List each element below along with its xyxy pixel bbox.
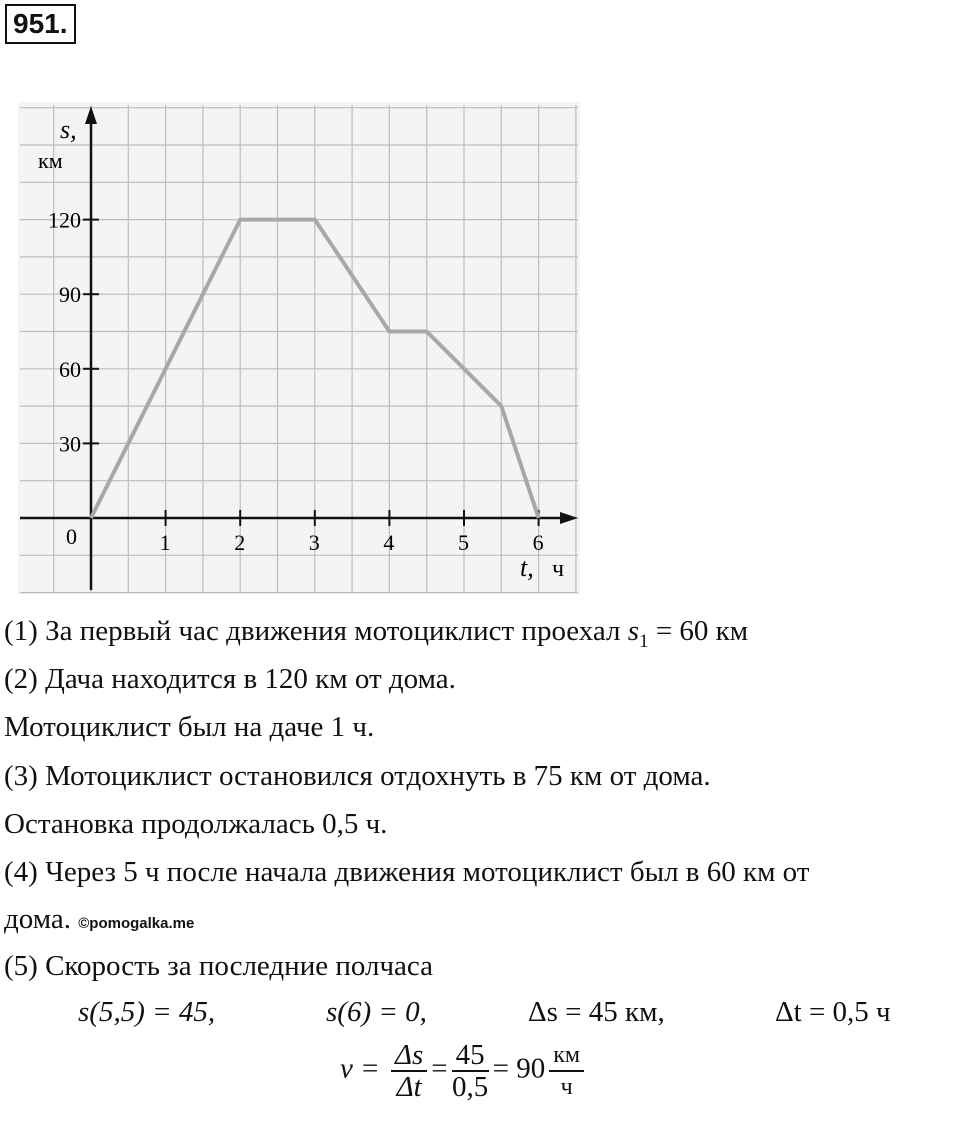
equation-s-6: s(6) = 0, — [326, 996, 427, 1028]
fraction-numerator: Δs — [391, 1040, 427, 1072]
y-tick-label: 30 — [59, 431, 81, 457]
solution-line-8: (5) Скорость за последние полчаса — [4, 950, 433, 982]
solution-line-6: (4) Через 5 ч после начала движения мотоциклист был в 60 км от — [4, 856, 810, 888]
y-tick-label: 90 — [59, 282, 81, 308]
solution-line-1 — [4, 614, 748, 659]
fraction-denominator: Δt — [396, 1071, 422, 1103]
equation-delta-s: Δs = 45 км, — [528, 996, 665, 1028]
velocity-value: = 90 — [492, 1052, 546, 1085]
s1-value: = 60 км — [648, 615, 749, 647]
velocity-lhs: v = — [340, 1052, 380, 1085]
equation-delta-t: Δt = 0,5 ч — [775, 996, 891, 1028]
x-tick-label: 3 — [308, 530, 320, 555]
solution-line-5: Остановка продолжалась 0,5 ч. — [4, 808, 388, 840]
fraction-delta-s-over-delta-t — [391, 1040, 427, 1102]
x-axis-label: t, — [520, 553, 534, 582]
line-7-text: дома. — [4, 903, 71, 935]
line-1-text: (1) За первый час движения мотоциклист проехал — [4, 615, 628, 647]
x-tick-label: 6 — [532, 530, 544, 555]
x-tick-label: 4 — [383, 530, 395, 555]
solution-line-4: (3) Мотоциклист остановился отдохнуть в 75 км от дома. — [4, 760, 711, 792]
velocity-formula — [340, 1040, 588, 1102]
origin-label: 0 — [66, 524, 77, 549]
fraction-45-over-0-5 — [452, 1040, 489, 1102]
watermark: ©pomogalka.me — [78, 915, 195, 932]
y-tick-label: 120 — [48, 207, 81, 233]
equals-sign: = — [431, 1052, 448, 1085]
x-axis-unit: ч — [552, 556, 565, 582]
solution-line-7 — [4, 902, 194, 941]
equation-s-5-5: s(5,5) = 45, — [78, 996, 216, 1028]
s1-subscript: 1 — [639, 630, 649, 652]
y-tick-label: 60 — [59, 356, 81, 382]
solution-line-3: Мотоциклист был на даче 1 ч. — [4, 711, 375, 743]
x-tick-label: 1 — [159, 530, 171, 555]
y-axis-unit: км — [38, 148, 63, 173]
unit-denominator: ч — [560, 1074, 573, 1100]
x-tick-label: 5 — [458, 530, 469, 555]
unit-km-per-h — [549, 1040, 584, 1102]
y-axis-label: s, — [60, 115, 77, 144]
solution-line-2: (2) Дача находится в 120 км от дома. — [4, 663, 456, 695]
problem-number: 951. — [5, 4, 76, 44]
fraction-denominator: 0,5 — [452, 1071, 489, 1103]
fraction-numerator: 45 — [452, 1040, 489, 1072]
s1-variable: s — [627, 615, 640, 647]
unit-numerator: км — [549, 1040, 584, 1072]
x-tick-label: 2 — [234, 530, 246, 555]
